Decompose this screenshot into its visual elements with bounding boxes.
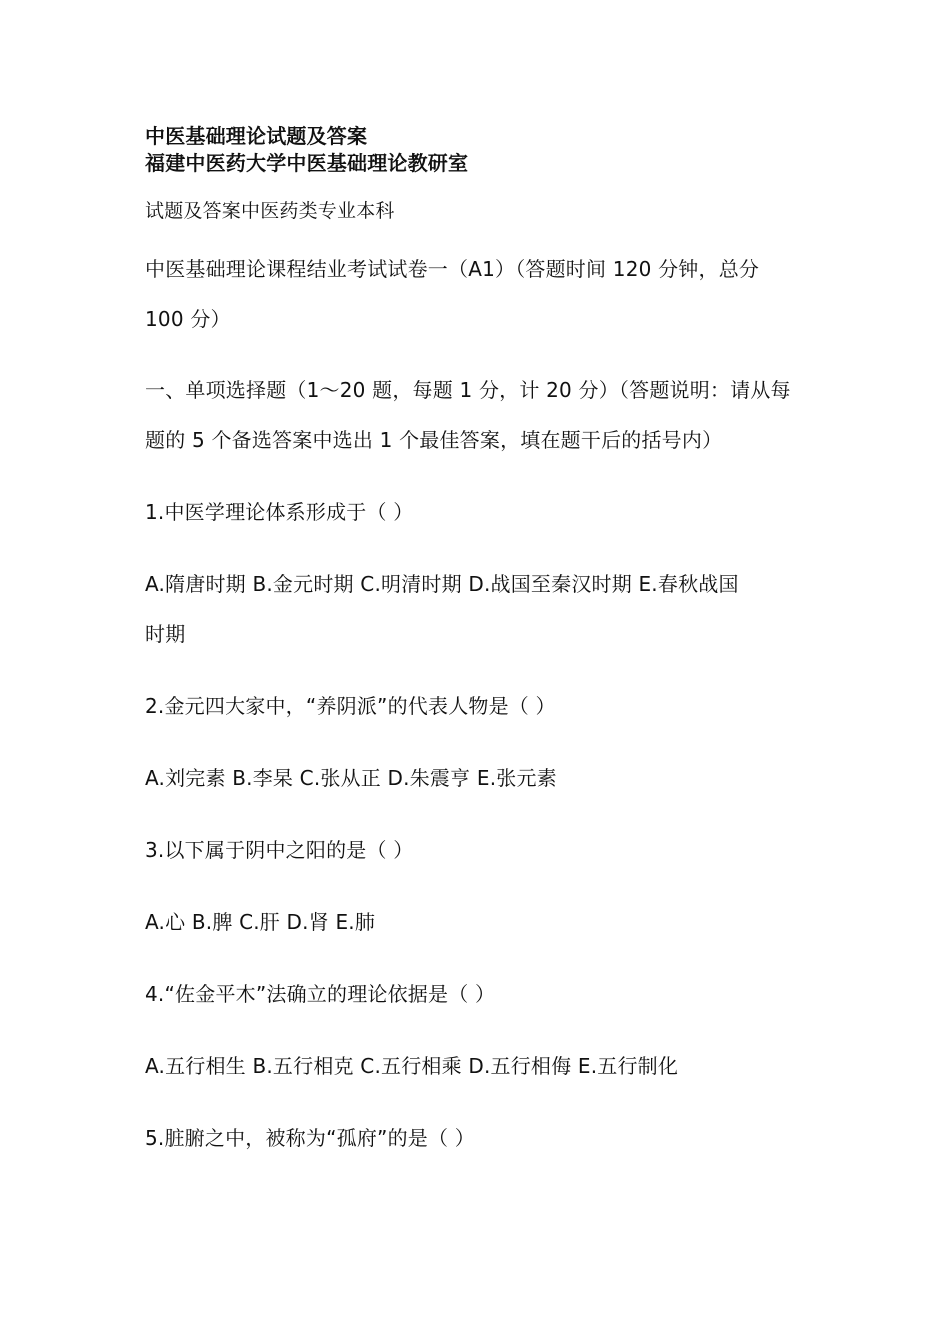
question-1-options-line-2: 时期 — [145, 622, 186, 646]
question-5-stem: 5.脏腑之中，被称为“孤府”的是（ ） — [145, 1126, 475, 1150]
question-1-options-line-1: A.隋唐时期 B.金元时期 C.明清时期 D.战国至秦汉时期 E.春秋战国 — [145, 572, 739, 596]
question-3-stem: 3.以下属于阴中之阳的是（ ） — [145, 838, 414, 862]
institution-name: 福建中医药大学中医基础理论教研室 — [145, 151, 469, 175]
question-4-options: A.五行相生 B.五行相克 C.五行相乘 D.五行相侮 E.五行制化 — [145, 1054, 679, 1078]
question-3-options: A.心 B.脾 C.肝 D.肾 E.肺 — [145, 910, 376, 934]
question-4-stem: 4.“佐金平木”法确立的理论依据是（ ） — [145, 982, 496, 1006]
question-2-stem: 2.金元四大家中，“养阴派”的代表人物是（ ） — [145, 694, 556, 718]
document-title: 中医基础理论试题及答案 — [145, 124, 368, 148]
document-subtitle: 试题及答案中医药类专业本科 — [145, 200, 395, 222]
exam-info-line-2: 100 分） — [145, 307, 231, 331]
question-2-options: A.刘完素 B.李杲 C.张从正 D.朱震亨 E.张元素 — [145, 766, 557, 790]
section-heading-line-2: 题的 5 个备选答案中选出 1 个最佳答案，填在题干后的括号内） — [145, 428, 723, 452]
section-heading-line-1: 一、单项选择题（1～20 题，每题 1 分，计 20 分）（答题说明：请从每 — [145, 378, 791, 402]
question-1-stem: 1.中医学理论体系形成于（ ） — [145, 500, 414, 524]
exam-info-line-1: 中医基础理论课程结业考试试卷一（A1）（答题时间 120 分钟，总分 — [145, 257, 760, 281]
